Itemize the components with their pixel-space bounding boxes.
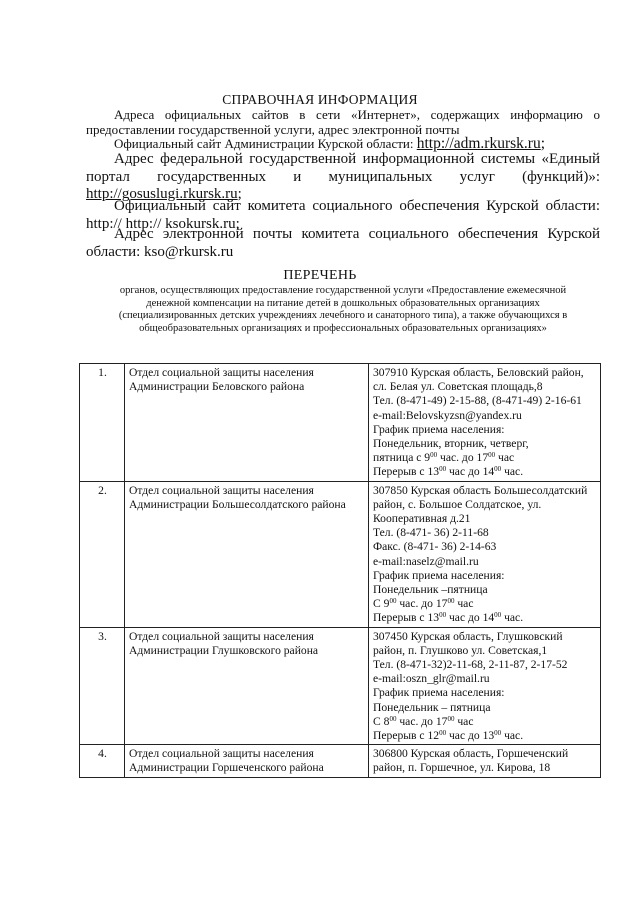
list-title: ПЕРЕЧЕНЬ: [283, 268, 357, 283]
org-contacts: [369, 481, 601, 627]
row-number: 1.: [80, 364, 125, 482]
org-fax: Факс. (8-471- 36) 2-14-63: [373, 540, 497, 554]
row-number: 2.: [80, 481, 125, 627]
table-row: [80, 481, 601, 627]
schedule-days: Понедельник –пятница: [373, 583, 488, 597]
committee-email-paragraph: Адрес электронной почты комитета социального обеспечения Курской области: kso@rkursk.ru: [86, 226, 600, 260]
schedule-break: Перерыв с $13^{00}$ час до $14^{00}$ час.: [373, 611, 524, 625]
org-contacts: [369, 364, 601, 482]
schedule-label: График приема населения:: [373, 422, 505, 436]
committee-site-paragraph: Официальный сайт комитета социального обеспечения Курской области: http:// http:// ksokursk.ru;: [86, 198, 600, 232]
schedule-break: Перерыв с $13^{00}$ час до $14^{00}$ час.: [373, 465, 524, 479]
org-name: Отдел социальной защиты населения Администрации Большесолдатского района: [125, 481, 369, 627]
portal-label: Адрес федеральной государственной информационной системы «Единый портал государственных и муниципальных услуг (функций)»:: [86, 151, 600, 185]
org-contacts: [369, 745, 601, 777]
list-description: органов, осуществляющих предоставление государственной услуги «Предоставление ежемесячной денежной компенсации на питание детей в дошкольных образовательных организациях (специализированных детских учреждениях лечебного и санаторного типа), а также обучающихся в общеобразовательных организациях и профессиональных образовательных организациях»: [118, 285, 568, 334]
org-address: 307450 Курская область, Глушковский район, п. Глушково ул. Советская,1: [373, 629, 563, 657]
org-name: Отдел социальной защиты населения Администрации Горшеченского района: [125, 745, 369, 777]
schedule-hours: С $8^{00}$ час. до $17^{00}$ час: [373, 714, 474, 728]
schedule-hours: пятница с $9^{00}$ час. до $17^{00}$ час: [373, 451, 515, 465]
org-name: Отдел социальной защиты населения Администрации Глушковского района: [125, 627, 369, 745]
schedule-break: Перерыв с $12^{00}$ час до $13^{00}$ час.: [373, 729, 524, 743]
schedule-days: Понедельник – пятница: [373, 700, 491, 714]
schedule-hours: С $9^{00}$ час. до $17^{00}$ час: [373, 597, 474, 611]
schedule-days: Понедельник, вторник, четверг,: [373, 437, 529, 451]
reference-info-title: СПРАВОЧНАЯ ИНФОРМАЦИЯ: [222, 92, 418, 107]
org-phone: Тел. (8-471-49) 2-15-88, (8-471-49) 2-16-61: [373, 394, 582, 408]
row-number: 4.: [80, 745, 125, 777]
admin-site-label: Официальный сайт Администрации Курской области:: [114, 136, 414, 151]
org-phone: Тел. (8-471- 36) 2-11-68: [373, 526, 489, 540]
table-row: [80, 364, 601, 482]
org-phone: Тел. (8-471-32)2-11-68, 2-11-87, 2-17-52: [373, 658, 568, 672]
org-email[interactable]: e-mail:Belovskyzsn@yandex.ru: [373, 408, 522, 422]
org-name: Отдел социальной защиты населения Администрации Беловского района: [125, 364, 369, 482]
org-address: 306800 Курская область, Горшеченский район, п. Горшечное, ул. Кирова, 18: [373, 747, 569, 775]
org-email[interactable]: e-mail:oszn_glr@mail.ru: [373, 672, 490, 686]
admin-site-line: [86, 136, 600, 151]
org-address: 307850 Курская область Большесолдатский район, с. Большое Солдатское, ул. Кооперативная д.21: [373, 483, 588, 526]
admin-site-link[interactable]: http://adm.rkursk.ru: [416, 135, 541, 152]
org-address: 307910 Курская область, Беловский район, сл. Белая ул. Советская площадь,8: [373, 366, 584, 394]
table-row: [80, 627, 601, 745]
organizations-table: [79, 363, 601, 778]
schedule-label: График приема населения:: [373, 568, 505, 582]
portal-suffix: ;: [237, 186, 242, 202]
portal-link[interactable]: http://gosuslugi.rkursk.ru: [86, 186, 238, 202]
org-contacts: [369, 627, 601, 745]
table-row: [80, 745, 601, 777]
portal-paragraph: [86, 151, 600, 204]
admin-site-suffix: ;: [540, 135, 546, 152]
schedule-label: График приема населения:: [373, 686, 505, 700]
intro-paragraph: Адреса официальных сайтов в сети «Интернет», содержащих информацию о предоставлении государственной услуги, адрес электронной почты: [86, 107, 600, 137]
org-email[interactable]: e-mail:naselz@mail.ru: [373, 554, 479, 568]
row-number: 3.: [80, 627, 125, 745]
